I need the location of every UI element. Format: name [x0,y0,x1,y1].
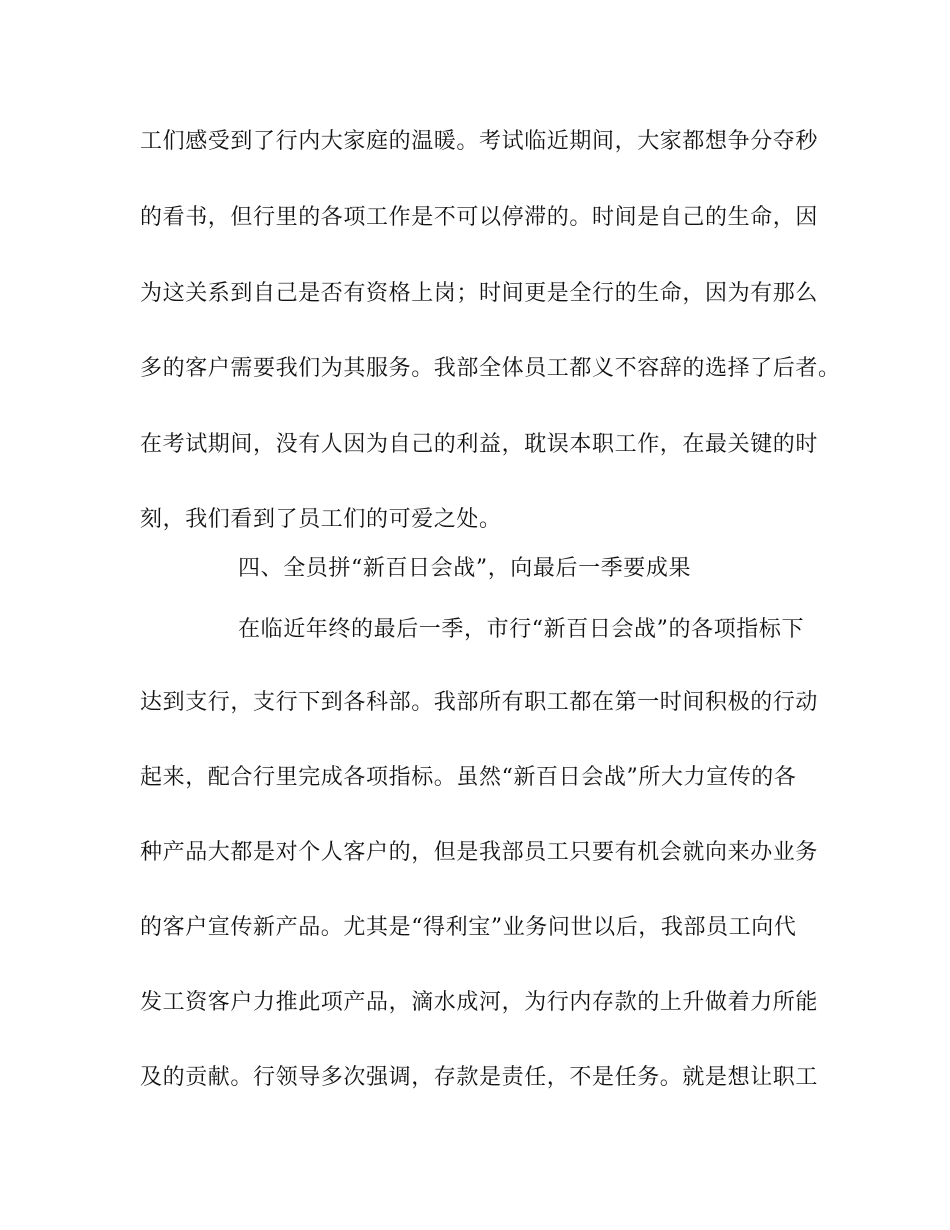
text-line: 刻，我们看到了员工们的可爱之处。 [140,507,502,532]
text-line: 种产品大都是对个人客户的，但是我部员工只要有机会就向来办业务 [140,840,819,865]
text-line: 的看书，但行里的各项工作是不可以停滞的。时间是自己的生命，因 [140,205,819,230]
text-line: 在考试期间，没有人因为自己的利益，耽误本职工作，在最关键的时 [140,432,819,457]
text-line: 发工资客户力推此项产品，滴水成河，为行内存款的上升做着力所能 [140,990,819,1015]
text-line: 及的贡献。行领导多次强调，存款是责任，不是任务。就是想让职工 [140,1065,819,1090]
paragraph-first-line: 在临近年终的最后一季，市行“新百日会战”的各项指标下 [238,617,805,642]
section-heading: 四、全员拼“新百日会战”，向最后一季要成果 [238,556,692,581]
text-line: 多的客户需要我们为其服务。我部全体员工都义不容辞的选择了后者。 [140,356,841,381]
text-line: 达到支行，支行下到各科部。我部所有职工都在第一时间积极的行动 [140,690,819,715]
text-line: 工们感受到了行内大家庭的温暖。考试临近期间，大家都想争分夺秒 [140,129,819,154]
text-line: 的客户宣传新产品。尤其是“得利宝”业务问世以后，我部员工向代 [140,915,797,940]
text-line: 起来，配合行里完成各项指标。虽然“新百日会战”所大力宣传的各 [140,765,797,790]
text-line: 为这关系到自己是否有资格上岗；时间更是全行的生命，因为有那么 [140,281,819,306]
